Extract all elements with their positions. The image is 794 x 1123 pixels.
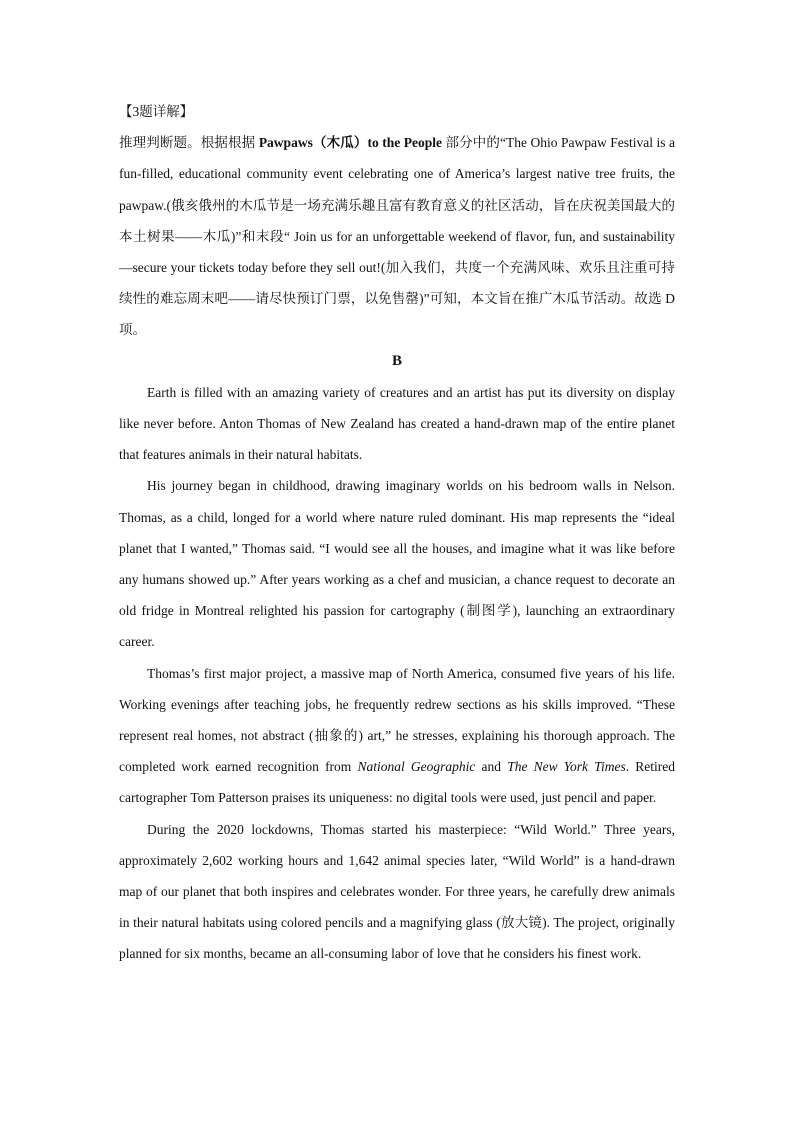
detail-text-rest: 部分中的“The Ohio Pawpaw Festival is a fun-filled, educational community event celebrating one of America’s largest native tree fruits, the pawpaw.(俄亥俄州的木瓜节是一场充满乐趣且富有教育意义的社区活动，旨在庆祝美国最大的本土树果——木瓜)”和末段“ Join us for an unforgettable weekend of flavor, fun, and sustainability —secure your tickets today before they sell out!(加入我们，共度一个充满风味、欢乐且注重可持续性的难忘周末吧——请尽快预订门票，以免售罄)”可知，本文旨在推广木瓜节活动。故选 D 项。 — [119, 135, 675, 338]
paragraph-3-text-b: and — [475, 759, 508, 775]
answer-detail-heading: 【3题详解】 — [119, 104, 194, 119]
passage-paragraph-1: Earth is filled with an amazing variety of creatures and an artist has put its diversity on display like never before. Anton Thomas of New Zealand has created a hand-drawn map of the entire planet that features animals in their natural habitats. — [119, 384, 675, 463]
paragraph-3-text-a: Thomas’s first major project, a massive map of North America, consumed five years of his life. Working evenings after teaching jobs, he frequently redrew sections as his skills improved. “These represent real homes, not abstract (抽象的) art,” he stresses, explaining his thorough approach. The completed work earned recognition from — [119, 665, 675, 775]
detail-text-start: 推理判断题。根据根据 — [119, 135, 259, 151]
passage-paragraph-3 — [119, 658, 675, 814]
publication-nyt: The New York Times — [507, 759, 626, 775]
document-page — [119, 96, 675, 970]
passage-paragraph-4: During the 2020 lockdowns, Thomas started his masterpiece: “Wild World.” Three years, approximately 2,602 working hours and 1,642 animal species later, “Wild World” is a hand-drawn map of our planet that both inspires and celebrates wonder. For three years, he carefully drew animals in their natural habitats using colored pencils and a magnifying glass (放大镜). The project, originally planned for six months, became an all-consuming labor of love that he considers his finest work. — [119, 821, 675, 962]
detail-section-name: Pawpaws（木瓜）to the People — [258, 135, 442, 151]
publication-national-geographic: National Geographic — [357, 759, 476, 775]
section-title: B — [391, 352, 402, 369]
passage-paragraph-2: His journey began in childhood, drawing imaginary worlds on his bedroom walls in Nelson. Thomas, as a child, longed for a world where nature ruled dominant. His map represents the “ideal planet that I wanted,” Thomas said. “I would see all the houses, and imagine what it was like before any humans showed up.” After years working as a chef and musician, a chance request to decorate an old fridge in Montreal relighted his passion for cartography (制图学), launching an extraordinary career. — [119, 478, 675, 650]
paragraph-3-text-c: . Retired cartographer Tom Patterson praises its uniqueness: no digital tools were used, just pencil and paper. — [119, 759, 675, 806]
answer-detail-paragraph — [119, 127, 675, 345]
